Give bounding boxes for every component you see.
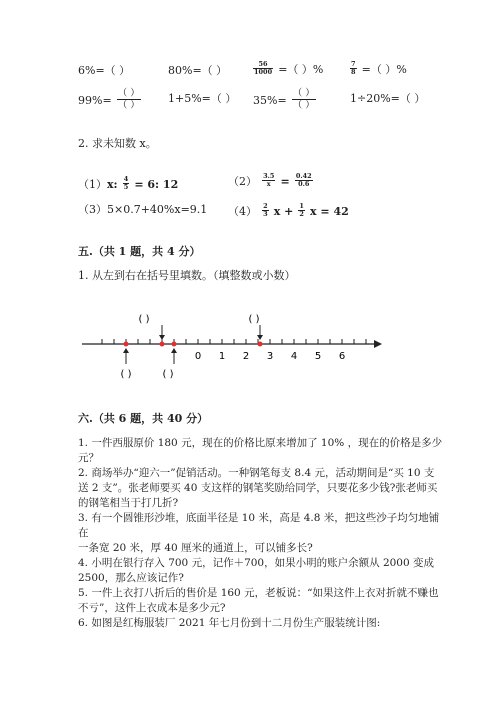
point-marker: [124, 342, 129, 347]
tick-labels: [195, 351, 345, 362]
exercise-99-percent: 99%= $\frac{( )}{( )}$: [78, 88, 140, 111]
question-1-line: 元？: [78, 452, 99, 464]
exercise-56-over-1000: $\frac{56}{1000}$ =（ ）%: [254, 60, 324, 76]
arrowhead-icon: [374, 340, 382, 348]
tick-label: 3: [266, 351, 274, 362]
tick-label: 2: [242, 351, 250, 362]
tick-marks: [102, 339, 366, 344]
tick-label: 4: [290, 351, 298, 362]
question-4-line: 2500，那么应该记作?: [78, 572, 184, 584]
question-3-line: 一条宽 20 米，厚 40 厘米的通道上，可以铺多长?: [78, 542, 313, 554]
fraction-56-1000: $\frac{56}{1000}$: [254, 60, 273, 76]
fraction-4-5: $\frac{4}{5}$: [123, 175, 129, 191]
up-arrow-head-icon: [171, 348, 177, 353]
fraction-7-8: $\frac{7}{8}$: [351, 60, 356, 76]
exercise-1-plus-5-percent: 1+5%=（ ）: [168, 92, 237, 105]
question-5-line: 5. 一件上衣打八折后的售价是 160 元，老板说：“如果这件上衣对折就不赚也: [78, 587, 439, 599]
tick-label: 6: [338, 351, 346, 362]
exercise-1-div-20-percent: 1÷20%=（ ）: [350, 92, 426, 105]
bottom-blank-1: ( ): [120, 369, 132, 380]
down-arrow-head-icon: [159, 335, 165, 340]
tick-label: 1: [218, 351, 226, 362]
equation-1: （1）x: $\frac{4}{5}$ = 6: 12: [78, 175, 179, 191]
point-marker: [172, 342, 177, 347]
up-arrow-head-icon: [123, 348, 129, 353]
section-6-questions: [78, 436, 448, 631]
equation-2: （2） $\frac{3.5}{x}$ = $\frac{0.42}{0.6}$: [228, 172, 312, 188]
fraction-2-3: $\frac{2}{3}$: [263, 202, 268, 218]
point-marker: [258, 342, 263, 347]
question-4-line: 4. 小明在银行存入 700 元，记作＋700，如果小明的账户余额从 2000 变成: [78, 557, 435, 569]
exercise-35-percent: 35%= $\frac{( )}{( )}$: [253, 88, 315, 111]
fraction-3.5-x: $\frac{3.5}{x}$: [263, 172, 275, 188]
question-2-line: 送 2 支”。张老师要买 40 支这样的钢笔奖励给同学，只要花多少钱?张老师买: [78, 482, 438, 494]
bottom-blank-2: ( ): [162, 369, 174, 380]
top-blank-1: ( ): [138, 314, 150, 325]
question-1-line: 1. 一件西服原价 180 元，现在的价格比原来增加了 10% ，现在的价格是多少: [78, 437, 443, 449]
fraction-0.42-0.6: $\frac{0.42}{0.6}$: [295, 172, 312, 188]
exercise-6-percent: 6%=（ ）: [78, 64, 131, 77]
question-2-title: 2. 求未知数 x。: [78, 137, 157, 150]
section-6-title: 六.（共 6 题，共 40 分）: [78, 412, 209, 425]
exercise-7-over-8: $\frac{7}{8}$ =（ ）%: [351, 60, 407, 76]
section-5-question-1: 1. 从左到右在括号里填数。（填整数或小数）: [78, 269, 296, 282]
fraction-blank: $\frac{( )}{( )}$: [117, 88, 140, 111]
exercise-80-percent: 80%=（ ）: [168, 64, 228, 77]
section-5-title: 五.（共 1 题，共 4 分）: [78, 245, 201, 258]
tick-label: 5: [314, 351, 322, 362]
question-3-line: 3. 有一个圆锥形沙堆，底面半径是 10 米，高是 4.8 米，把这些沙子均匀地铺在: [78, 512, 440, 539]
equation-3: （3）5×0.7+40%x=9.1: [78, 203, 208, 216]
top-blank-2: ( ): [248, 314, 260, 325]
question-6-line: 6. 如图是红梅服装厂 2021 年七月份到十二月份生产服装统计图:: [78, 617, 381, 629]
fraction-blank: $\frac{( )}{( )}$: [292, 88, 315, 111]
equation-4: （4） $\frac{2}{3}$ x + $\frac{1}{2}$ x = 42: [228, 202, 349, 218]
question-5-line: 不亏”，这件上衣成本是多少元?: [78, 602, 226, 614]
number-line-figure: [78, 308, 388, 380]
question-2-line: 2. 商场举办“迎六一”促销活动。一种钢笔每支 8.4 元，活动期间是“买 10 支: [78, 467, 435, 479]
tick-label: 0: [194, 351, 202, 362]
question-2-line: 的钢笔相当于打几折?: [78, 497, 179, 509]
fraction-1-2: $\frac{1}{2}$: [299, 202, 304, 218]
point-marker: [160, 342, 165, 347]
